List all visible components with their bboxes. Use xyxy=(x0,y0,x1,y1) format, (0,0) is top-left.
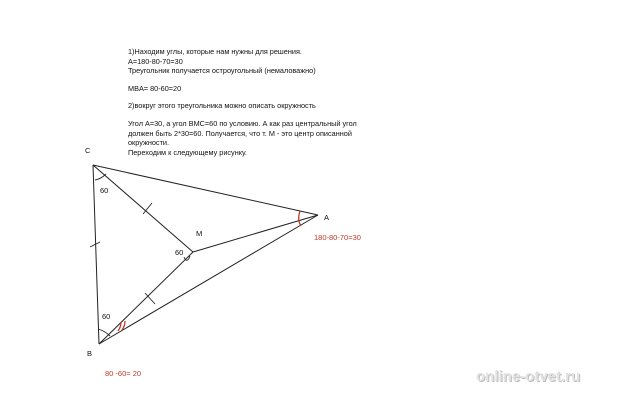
note-acute: Треугольник получается остроугольный (немаловажно) xyxy=(128,66,316,76)
note-mba: MBA= 80-60=20 xyxy=(128,83,182,93)
vertex-label-c: C xyxy=(85,146,91,155)
angle-arc-a-red xyxy=(299,211,301,226)
note-angle-bmc: Угол A=30, а угол BMC=60 по условию. А как раз центральный угол xyxy=(128,118,357,128)
vertex-label-a: A xyxy=(324,213,330,222)
side-cb xyxy=(93,165,99,344)
angle-label-c: 60 xyxy=(100,186,109,195)
angle-label-b: 60 xyxy=(102,312,111,321)
side-ca xyxy=(93,165,318,215)
note-step1: 1)Находим углы, которые нам нужны для решения. xyxy=(128,47,302,56)
tick-cb xyxy=(90,242,100,247)
side-ba xyxy=(99,215,318,344)
point-label-m: M xyxy=(196,229,203,238)
note-step2: 2)вокруг этого треугольника можно описать окружность xyxy=(128,101,316,111)
watermark: online-otvet.ru xyxy=(476,368,581,385)
segment-bm xyxy=(99,252,193,344)
angle-label-m: 60 xyxy=(175,248,184,257)
note-circle: окружности. xyxy=(128,138,170,148)
note-central-angle: должен быть 2*30=60. Получается, что т. М - это центр описанной xyxy=(128,128,352,138)
angle-a-calculation: 180-80-70=30 xyxy=(314,233,361,242)
vertex-label-b: B xyxy=(87,349,93,358)
note-angle-a: A=180-80-70=30 xyxy=(128,56,183,66)
angle-b-calculation: 80 -60= 20 xyxy=(105,369,142,378)
segment-cm xyxy=(93,165,193,252)
note-next: Переходим к следующему рисунку. xyxy=(128,147,247,157)
